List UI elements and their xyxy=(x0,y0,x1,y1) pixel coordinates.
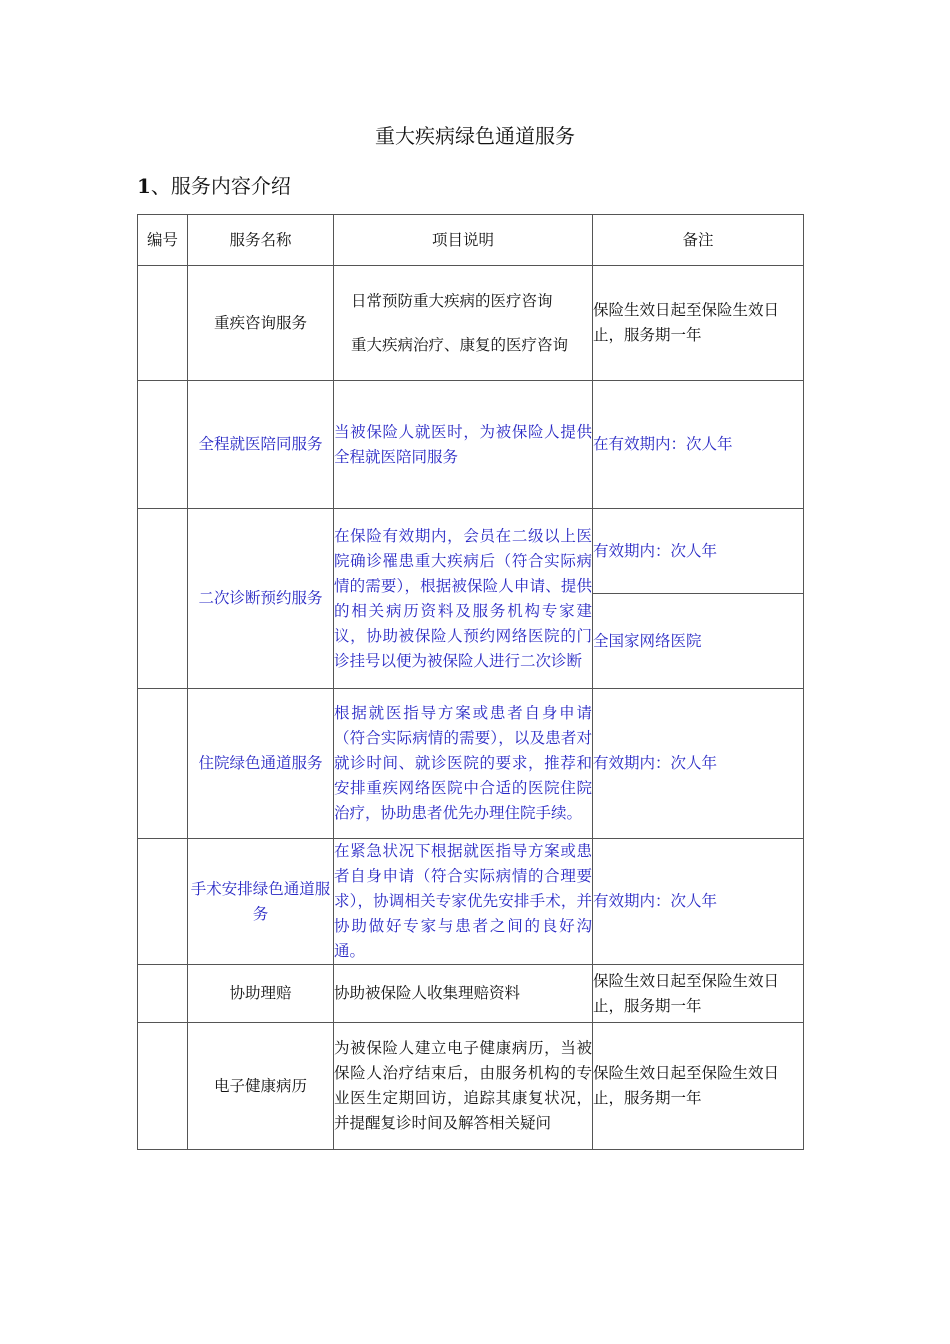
service-description: 在紧急状况下根据就医指导方案或患者自身申请（符合实际病情的合理要求），协调相关专家优先安排手术，并协助做好专家与患者之间的良好沟通。 xyxy=(334,839,593,965)
service-name: 协助理赔 xyxy=(188,965,334,1023)
service-name: 全程就医陪同服务 xyxy=(188,381,334,509)
service-description xyxy=(334,266,593,381)
service-table xyxy=(137,214,804,1150)
service-note: 保险生效日起至保险生效日止，服务期一年 xyxy=(593,1023,804,1150)
description-line: 重大疾病治疗、康复的医疗咨询 xyxy=(351,335,569,354)
row-number-cell xyxy=(138,965,188,1023)
row-number-cell xyxy=(138,381,188,509)
service-note: 有效期内：次人年 xyxy=(593,689,804,839)
table-row xyxy=(138,965,804,1023)
table-row xyxy=(138,839,804,965)
service-name: 重疾咨询服务 xyxy=(188,266,334,381)
service-note: 在有效期内：次人年 xyxy=(593,381,804,509)
header-service-name: 服务名称 xyxy=(188,215,334,266)
table-row xyxy=(138,689,804,839)
service-note: 有效期内：次人年 xyxy=(593,509,804,594)
description-line: 日常预防重大疾病的医疗咨询 xyxy=(351,291,553,310)
row-number-cell xyxy=(138,839,188,965)
table-row xyxy=(138,381,804,509)
service-note: 保险生效日起至保险生效日止，服务期一年 xyxy=(593,266,804,381)
header-note: 备注 xyxy=(593,215,804,266)
service-name: 手术安排绿色通道服务 xyxy=(188,839,334,965)
row-number-cell xyxy=(138,266,188,381)
service-note: 有效期内：次人年 xyxy=(593,839,804,965)
row-number-cell xyxy=(138,1023,188,1150)
service-name: 住院绿色通道服务 xyxy=(188,689,334,839)
section-heading xyxy=(137,172,291,200)
table-row xyxy=(138,1023,804,1150)
service-description: 当被保险人就医时，为被保险人提供全程就医陪同服务 xyxy=(334,381,593,509)
table-header-row xyxy=(138,215,804,266)
section-title: 、服务内容介绍 xyxy=(150,174,291,198)
row-number-cell xyxy=(138,689,188,839)
service-description: 根据就医指导方案或患者自身申请（符合实际病情的需要），以及患者对就诊时间、就诊医院的要求，推荐和安排重疾网络医院中合适的医院住院治疗，协助患者优先办理住院手续。 xyxy=(334,689,593,839)
table-row xyxy=(138,509,804,594)
service-description: 在保险有效期内，会员在二级以上医院确诊罹患重大疾病后（符合实际病情的需要），根据被保险人申请、提供的相关病历资料及服务机构专家建议，协助被保险人预约网络医院的门诊挂号以便为被保险人进行二次诊断 xyxy=(334,509,593,689)
header-number: 编号 xyxy=(138,215,188,266)
table-row xyxy=(138,266,804,381)
service-note-secondary: 全国家网络医院 xyxy=(593,594,804,689)
service-description: 为被保险人建立电子健康病历，当被保险人治疗结束后，由服务机构的专业医生定期回访，追踪其康复状况，并提醒复诊时间及解答相关疑问 xyxy=(334,1023,593,1150)
row-number-cell xyxy=(138,509,188,689)
document-title: 重大疾病绿色通道服务 xyxy=(375,124,575,148)
service-description: 协助被保险人收集理赔资料 xyxy=(334,965,593,1023)
service-name: 二次诊断预约服务 xyxy=(188,509,334,689)
service-note: 保险生效日起至保险生效日止，服务期一年 xyxy=(593,965,804,1023)
header-description: 项目说明 xyxy=(334,215,593,266)
section-number: 1 xyxy=(137,174,151,198)
service-name: 电子健康病历 xyxy=(188,1023,334,1150)
